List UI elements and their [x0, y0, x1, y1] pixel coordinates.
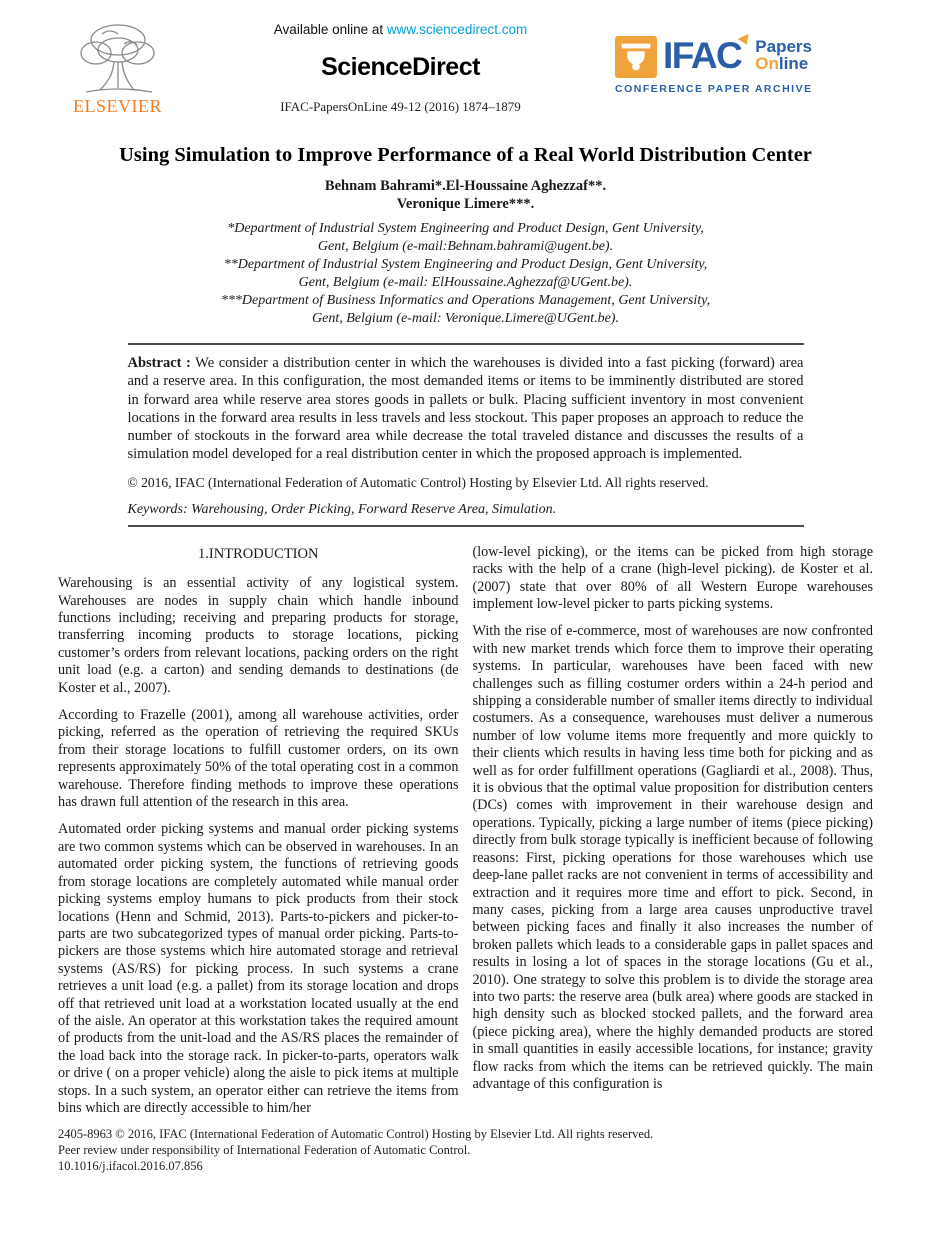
journal-citation: IFAC-PapersOnLine 49-12 (2016) 1874–1879 [280, 99, 521, 114]
page-title: Using Simulation to Improve Performance of a Real World Distribution Center [119, 144, 812, 166]
ifac-tagline: CONFERENCE PAPER ARCHIVE [615, 83, 813, 95]
page-footer [58, 1126, 873, 1174]
elsevier-tree-icon [72, 20, 164, 98]
sciencedirect-logo: ScienceDirect [321, 53, 480, 81]
abstract-label: Abstract : [127, 355, 191, 371]
sciencedirect-link[interactable]: www.sciencedirect.com [386, 22, 528, 37]
affiliations-block [58, 220, 873, 328]
right-column [473, 544, 874, 1118]
body-paragraph: Warehousing is an essential activity of any logistical system. Warehouses are nodes in supply chain which handle inbound functions including; receiving and preparing products for storage, transferring incoming products to storage locations, picking customer’s orders from relevant locations, packing orders on the right unit load (e.g. a carton) and sending demands to destinations (de Koster et al., 2007). [58, 575, 459, 696]
masthead [58, 18, 873, 122]
affiliation-line: *Department of Industrial System Engineering and Product Design, Gent University, [227, 221, 704, 236]
author-line: Veronique Limere***. [396, 196, 535, 212]
ifac-papersonline-logo[interactable] [615, 36, 873, 95]
ifac-online-on: On [755, 54, 779, 73]
left-column [58, 544, 459, 1118]
ifac-papers-word: Papers [755, 37, 812, 56]
body-paragraph: (low-level picking), or the items can be picked from high storage racks with the help of a crane (high-level picking). de Koster et al. (2007) state that over 80% of all Western Europe warehouses implement low-level picker to parts picking systems. [472, 543, 873, 612]
body-paragraph: With the rise of e-commerce, most of warehouses are now confronted with new market trends which force them to improve their operating systems. In particular, warehouses have been faced with new challenges such as filling costumer orders within a 24-h period and shipping a considerable number of smaller items directly to individual costumers. As a consequence, warehouses must deliver a numerous number of low volume items more frequently and more quickly to their clients which results in having less time both for picking and as well as for order fulfillment operations (Gagliardi et al., 2008). Thus, it is obvious that the optimal value proposition for distribution centers (DCs) comes with improvement in their warehouse design and operations. Typically, picking a large number of items (piece picking) directly from bulk storage typically is inefficient because of following reasons: First, picking operations for those warehouses which use deep-lane pallet racks are not convenient in terms of accessibility and extraction and it requires more time and effort to pick. Second, in many cases, picking from a large area causes unproductive travel between picking faces and finally it also increases the number of broken pallets which leads to a considerable gaps in pallet spaces and results in losing a lot of spaces in the storage locations (Gu et al., 2010). One strategy to solve this problem is to divide the storage area into two parts: the reserve area (bulk area) where goods are stacked in high density such as blocked stocked pallets, and the forward area (piece picking area), where the highly demanded products are stored in small quantities in easily accessible locations, for instance; gravity flow racks from which the items can be retrieved quickly. The main advantage of this configuration is [472, 623, 873, 1092]
ifac-online-word [755, 55, 812, 72]
ifac-wordmark: IFAC [663, 35, 742, 76]
body-columns [58, 544, 873, 1118]
ifac-bell-icon [615, 36, 657, 78]
affiliation-line: Gent, Belgium (e-mail:Behnam.bahrami@ugent.be). [317, 239, 614, 254]
elsevier-wordmark: ELSEVIER [73, 96, 162, 116]
ifac-logo-top [615, 36, 873, 78]
abstract-section [128, 343, 804, 527]
ifac-papers-online [755, 38, 812, 72]
copyright-line: © 2016, IFAC (International Federation of Automatic Control) Hosting by Elsevier Ltd. All rights reserved. [127, 474, 709, 490]
ifac-online-line: line [778, 54, 809, 73]
abstract-text: We consider a distribution center in which the warehouses is divided into a fast picking (forward) area and a reserve area. In this configuration, the most demanded items or items to be imminently distributed are stored in forward area while reserve area stores goods in pallets or bulk. Placing sufficient inventory in most convenient locations in the forward area results in less travels and less stockout. This paper proposes an approach to reduce the number of stockouts in the forward area while decrease the total traveled distance and discusses the results of a simulation model developed for a real distribution center in which the proposed approach is implemented. [127, 355, 804, 463]
affiliation-line: Gent, Belgium (e-mail: ElHoussaine.Aghezzaf@UGent.be). [298, 275, 633, 290]
footer-peer-review-line: Peer review under responsibility of International Federation of Automatic Control. [58, 1143, 471, 1158]
abstract-paragraph [128, 354, 804, 464]
available-online-line [238, 22, 563, 37]
affiliation-line: **Department of Industrial System Engineering and Product Design, Gent University, [223, 257, 708, 272]
body-paragraph: According to Frazelle (2001), among all warehouse activities, order picking, referred as the operation of retrieving the required SKUs from their storage locations to fulfill customer orders, on its own represents approximately 50% of the total operating cost in a common warehouse. Therefore finding methods to improve these operations has drawn full attention of the research in this area. [58, 707, 459, 811]
affiliation-line: Gent, Belgium (e-mail: Veronique.Limere@UGent.be). [312, 311, 619, 326]
keywords-line: Keywords: Warehousing, Order Picking, Forward Reserve Area, Simulation. [128, 502, 804, 527]
authors-block [58, 177, 873, 213]
author-line: Behnam Bahrami*.El-Houssaine Aghezzaf**. [324, 178, 607, 194]
footer-issn-line: 2405-8963 © 2016, IFAC (International Federation of Automatic Control) Hosting by Elsevier Ltd. All rights reserved. [58, 1127, 654, 1142]
body-paragraph: Automated order picking systems and manual order picking systems are two common systems which can be observed in warehouses. In an automated order picking system, the functions of retrieving goods from storage locations are completely automated while manual order picking systems employ humans to pick products from their stock locations (Henn and Schmid, 2013). Parts-to-pickers and picker-to-parts are two subcategorized types of manual order picking. Parts-to-pickers are those systems which hire automated storage and retrieval systems (AS/RS) for picking process. In such systems a crane retrieves a unit load (e.g. a pallet) from its storage location and drops off that retrieved unit load at a workstation located usually at the end of the aisle. An operator at this workstation takes the required amount of products from the unit-load and the AS/RS places the remainder of the load back into the storage rack. In picker-to-parts, operators walk or drive ( on a proper vehicle) along the aisle to pick items at multiple stops. In a such system, an operator either can retrieve the items from bins which are directly accessible to him/her [58, 821, 459, 1116]
introduction-heading: 1.INTRODUCTION [198, 545, 319, 562]
affiliation-line: ***Department of Business Informatics and Operations Management, Gent University, [220, 293, 711, 308]
elsevier-logo[interactable] [60, 20, 175, 117]
masthead-center [238, 22, 563, 115]
footer-doi: 10.1016/j.ifacol.2016.07.856 [58, 1159, 203, 1174]
available-online-text: Available online at [273, 22, 384, 37]
